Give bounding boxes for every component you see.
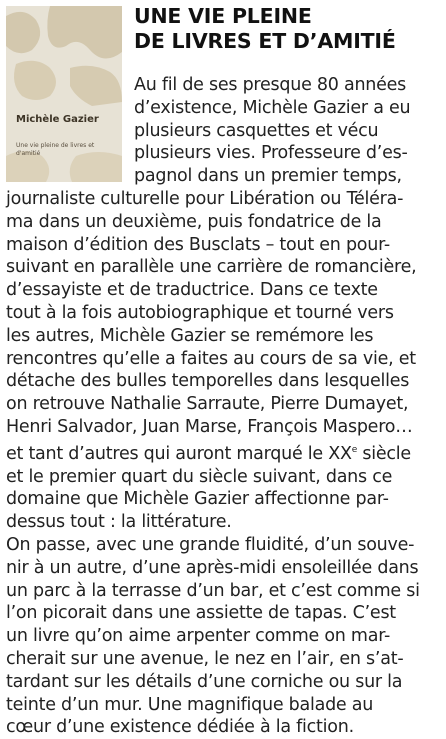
body-line: domaine que Michèle Gazier affectionne par- bbox=[6, 489, 389, 510]
body-line: rencontres qu’elle a faites au cours de sa vie, et bbox=[6, 348, 416, 369]
body-line: tout à la fois autobiographique et tourné vers bbox=[6, 302, 394, 323]
body-line-century bbox=[6, 439, 442, 466]
body-line: détache des bulles temporelles dans lesquelles bbox=[6, 371, 410, 392]
body-line: d’essayiste et de traductrice. Dans ce texte bbox=[6, 280, 378, 301]
body-line: l’on picorait dans une assiette de tapas. C’est bbox=[6, 603, 396, 624]
body-line: Au fil de ses presque 80 années bbox=[134, 75, 407, 95]
book-cover-author: Michèle Gazier bbox=[16, 114, 99, 125]
body-line: un parc à la terrasse d’un bar, et c’est comme si bbox=[6, 580, 420, 601]
body-line: pagnol dans un premier temps, bbox=[134, 166, 402, 187]
body-line: cœur d’une existence dédiée à la fiction. bbox=[6, 717, 354, 738]
body-line: Henri Salvador, Juan Marse, François Maspero… bbox=[6, 416, 413, 437]
article-body bbox=[6, 74, 442, 739]
body-line: d’existence, Michèle Gazier a eu bbox=[134, 97, 411, 118]
body-line: tardant sur les détails d’une corniche ou sur la bbox=[6, 671, 403, 692]
body-line: teinte d’un mur. Une magnifique balade au bbox=[6, 694, 374, 715]
body-line: cherait sur une avenue, le nez en l’air, en s’at- bbox=[6, 648, 404, 669]
body-line: On passe, avec une grande fluidité, d’un souve- bbox=[6, 534, 415, 555]
century-superscript: e bbox=[351, 444, 358, 455]
book-cover-subtitle: Une vie pleine de livres et d'amitié bbox=[16, 142, 95, 157]
headline-line: DE LIVRES ET D’AMITIÉ bbox=[134, 29, 396, 53]
body-line: dessus tout : la littérature. bbox=[6, 512, 232, 533]
body-line: plusieurs vies. Professeure d’es- bbox=[134, 143, 408, 164]
body-line: journaliste culturelle pour Libération ou Téléra- bbox=[6, 188, 404, 209]
body-line: un livre qu’on aime arpenter comme on mar- bbox=[6, 626, 391, 647]
body-line: nir à un autre, d’une après-midi ensoleillée dans bbox=[6, 557, 419, 578]
century-text-before: et tant d’autres qui auront marqué le XX bbox=[6, 443, 352, 464]
body-line: les autres, Michèle Gazier se remémore les bbox=[6, 325, 374, 346]
body-line: plusieurs casquettes et vécu bbox=[134, 120, 379, 141]
body-line: maison d’édition des Busclats – tout en pour- bbox=[6, 234, 390, 255]
body-line: suivant en parallèle une carrière de romancière, bbox=[6, 257, 417, 278]
headline-line: UNE VIE PLEINE bbox=[134, 4, 312, 28]
body-line: on retrouve Nathalie Sarraute, Pierre Dumayet, bbox=[6, 394, 409, 415]
article-headline bbox=[134, 4, 444, 54]
body-line: et le premier quart du siècle suivant, dans ce bbox=[6, 466, 393, 487]
body-line: ma dans un deuxième, puis fondatrice de la bbox=[6, 211, 382, 232]
century-text-after: siècle bbox=[357, 443, 411, 464]
